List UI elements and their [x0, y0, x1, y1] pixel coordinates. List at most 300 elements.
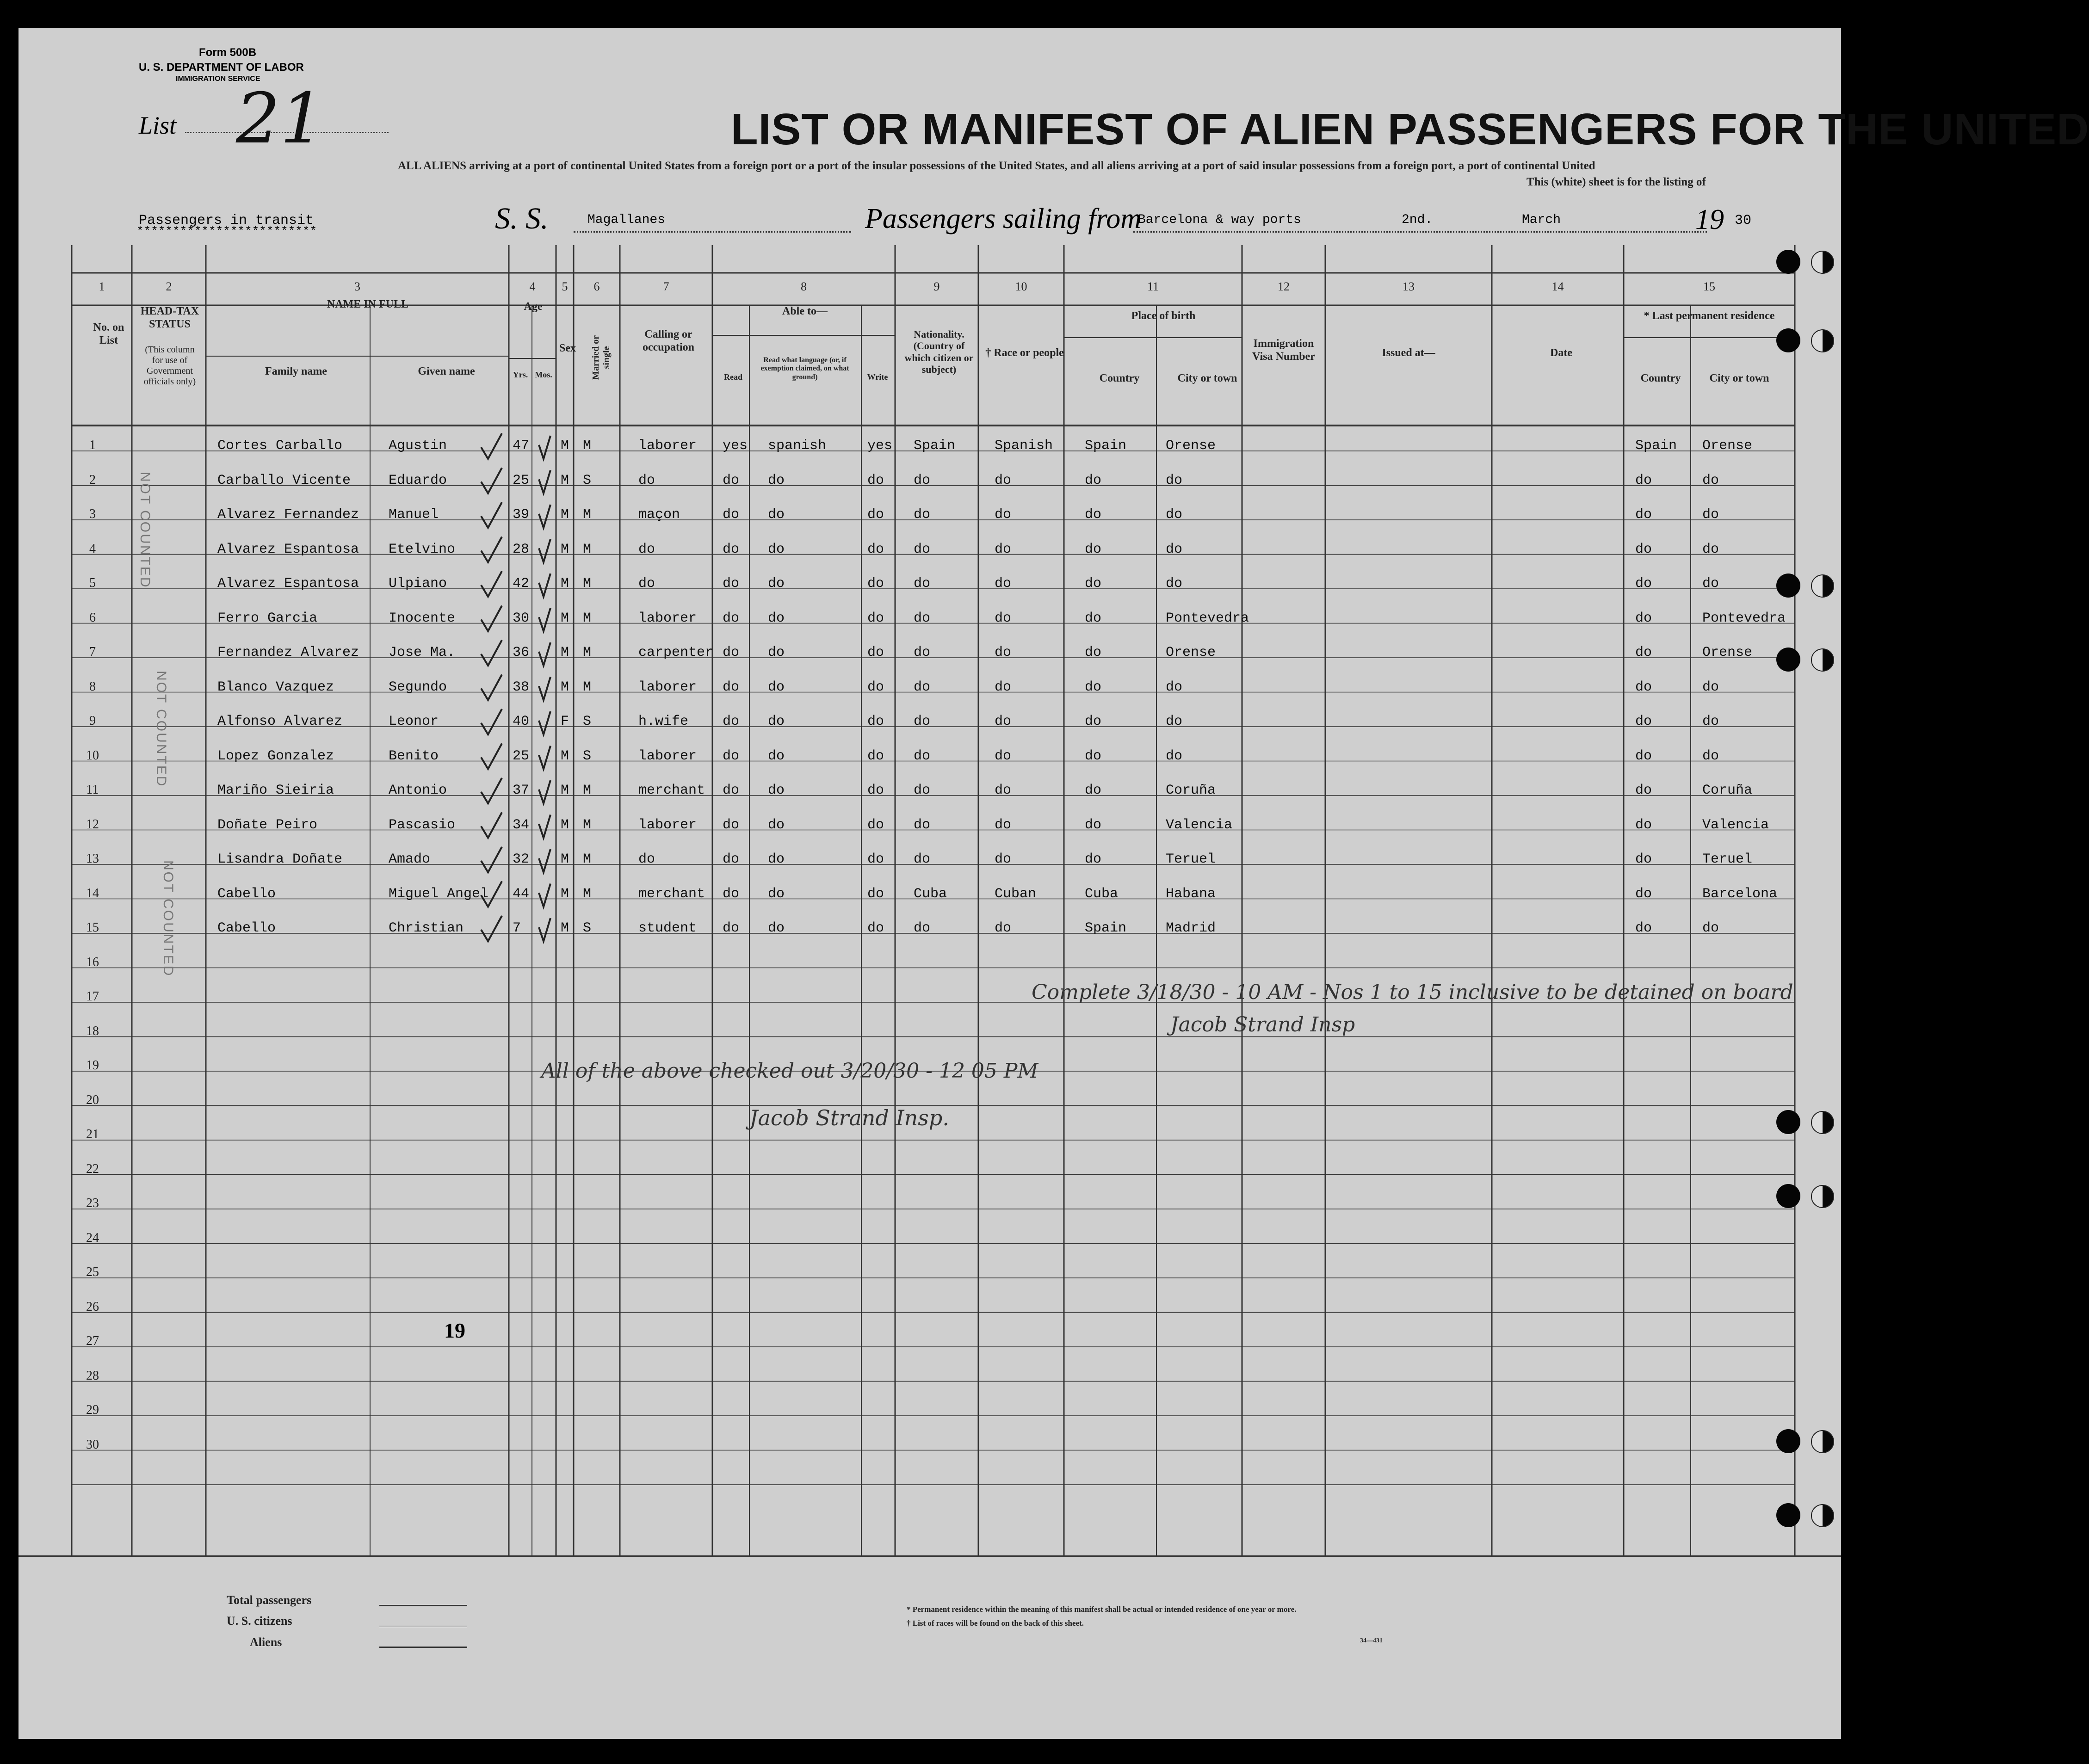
row-number: 24: [86, 1230, 99, 1245]
nationality: do: [914, 920, 931, 936]
read-language: do: [768, 576, 785, 592]
header-date: Date: [1550, 347, 1572, 359]
birth-city: Valencia: [1166, 817, 1233, 833]
row-number: 7: [89, 645, 96, 659]
header-married: Married or single: [591, 335, 612, 380]
birth-city: do: [1166, 472, 1183, 488]
row-number: 4: [89, 541, 96, 556]
race: do: [995, 576, 1012, 592]
can-read: do: [723, 851, 740, 867]
header-name-in-full: NAME IN FULL: [327, 298, 408, 310]
residence-city: Barcelona: [1702, 886, 1778, 902]
birth-city: Pontevedra: [1166, 610, 1249, 626]
binder-hole: [1776, 250, 1800, 274]
sex: M: [561, 472, 569, 488]
column-number: 9: [933, 280, 940, 293]
column-number: 3: [354, 280, 360, 293]
family-name: Alvarez Fernandez: [217, 507, 359, 523]
can-write: do: [867, 920, 884, 936]
age-years: 47: [513, 438, 530, 454]
birth-country: Spain: [1085, 920, 1127, 936]
header-res-country: Country: [1640, 372, 1681, 384]
can-read: do: [723, 610, 740, 626]
age-years: 36: [513, 645, 530, 660]
occupation: laborer: [638, 748, 697, 764]
birth-country: do: [1085, 679, 1102, 695]
marital-status: M: [583, 438, 592, 454]
row-number: 3: [89, 507, 96, 521]
residence-city: do: [1702, 920, 1719, 936]
occupation: h.wife: [638, 714, 689, 729]
read-language: do: [768, 783, 785, 798]
given-name: Pascasio: [389, 817, 456, 833]
can-write: do: [867, 886, 884, 902]
given-name: Ulpiano: [389, 576, 447, 592]
header-age-mos: Mos.: [535, 370, 552, 379]
sailing-day: 2nd.: [1402, 213, 1433, 227]
birth-country: do: [1085, 541, 1102, 557]
residence-country: do: [1635, 507, 1652, 523]
header-read-what: Read what language (or, if exemption claimed, on what ground): [760, 356, 849, 381]
residence-city: do: [1702, 576, 1719, 592]
birth-country: do: [1085, 748, 1102, 764]
can-read: do: [723, 783, 740, 798]
marital-status: M: [583, 576, 592, 592]
birth-country: do: [1085, 714, 1102, 729]
marital-status: S: [583, 748, 592, 764]
not-counted-stamp: NOT COUNTED: [137, 472, 153, 589]
form-number: Form 500B: [199, 46, 257, 59]
occupation: do: [638, 472, 655, 488]
row-number: 2: [89, 472, 96, 487]
header-read: Read: [724, 372, 742, 382]
residence-country: Spain: [1635, 438, 1677, 454]
column-number: 4: [529, 280, 536, 293]
birth-city: do: [1166, 748, 1183, 764]
binder-hole: [1776, 574, 1800, 598]
sex: M: [561, 920, 569, 936]
sex: M: [561, 541, 569, 557]
family-name: Doñate Peiro: [217, 817, 318, 833]
can-write: yes: [867, 438, 893, 454]
column-number: 8: [801, 280, 807, 293]
residence-country: do: [1635, 714, 1652, 729]
given-name: Miguel Angel: [389, 886, 489, 902]
column-number: 15: [1703, 280, 1715, 293]
occupation: carpenter: [638, 645, 714, 660]
marital-status: S: [583, 920, 592, 936]
binder-hole: [1811, 1111, 1834, 1134]
column-number: 5: [562, 280, 568, 293]
family-name: Alvarez Espantosa: [217, 576, 359, 592]
row-number: 18: [86, 1024, 99, 1038]
residence-city: Pontevedra: [1702, 610, 1786, 626]
birth-country: do: [1085, 472, 1102, 488]
column-number: 1: [99, 280, 105, 293]
birth-country: do: [1085, 507, 1102, 523]
read-language: do: [768, 541, 785, 557]
sailing-label: Passengers sailing from: [865, 203, 1142, 234]
birth-country: do: [1085, 851, 1102, 867]
race: do: [995, 748, 1012, 764]
marital-status: M: [583, 851, 592, 867]
given-name: Benito: [389, 748, 439, 764]
can-write: do: [867, 714, 884, 729]
not-counted-stamp: NOT COUNTED: [154, 671, 169, 788]
sex: M: [561, 886, 569, 902]
family-name: Alfonso Alvarez: [217, 714, 343, 729]
birth-city: do: [1166, 541, 1183, 557]
can-read: do: [723, 886, 740, 902]
row-number: 12: [86, 817, 99, 832]
given-name: Jose Ma.: [389, 645, 456, 660]
read-language: do: [768, 886, 785, 902]
family-name: Cabello: [217, 920, 276, 936]
family-name: Lopez Gonzalez: [217, 748, 334, 764]
race: do: [995, 783, 1012, 798]
row-number: 25: [86, 1265, 99, 1279]
age-years: 37: [513, 783, 530, 798]
nationality: do: [914, 507, 931, 523]
occupation: maçon: [638, 507, 680, 523]
residence-city: Teruel: [1702, 851, 1753, 867]
header-write: Write: [867, 372, 888, 382]
footnote-races: † List of races will be found on the back of this sheet.: [907, 1619, 1084, 1628]
given-name: Amado: [389, 851, 431, 867]
given-name: Manuel: [389, 507, 439, 523]
row-number: 19: [86, 1058, 99, 1073]
nationality: do: [914, 748, 931, 764]
can-read: do: [723, 920, 740, 936]
nationality: do: [914, 541, 931, 557]
race: do: [995, 714, 1012, 729]
column-number: 10: [1015, 280, 1027, 293]
race: do: [995, 920, 1012, 936]
inspector-signature-2: Jacob Strand Insp.: [749, 1105, 949, 1130]
sex: M: [561, 748, 569, 764]
row-number: 5: [89, 576, 96, 590]
occupation: do: [638, 851, 655, 867]
transit-stars: *************************: [136, 224, 317, 238]
row-number: 22: [86, 1161, 99, 1176]
binder-hole: [1776, 1429, 1800, 1453]
row-number: 13: [86, 851, 99, 866]
nationality: do: [914, 817, 931, 833]
nationality: Cuba: [914, 886, 947, 902]
row-number: 26: [86, 1299, 99, 1314]
birth-country: do: [1085, 576, 1102, 592]
birth-city: Habana: [1166, 886, 1216, 902]
residence-city: Valencia: [1702, 817, 1769, 833]
can-read: do: [723, 472, 740, 488]
marital-status: M: [583, 507, 592, 523]
residence-country: do: [1635, 610, 1652, 626]
race: do: [995, 507, 1012, 523]
header-place-of-birth: Place of birth: [1131, 310, 1196, 322]
occupation: do: [638, 576, 655, 592]
given-name: Eduardo: [389, 472, 447, 488]
ship-name: Magallanes: [587, 213, 666, 227]
header-given-name: Given name: [418, 365, 475, 377]
birth-city: Orense: [1166, 438, 1216, 454]
row-number: 16: [86, 955, 99, 969]
nationality: do: [914, 472, 931, 488]
sex: F: [561, 714, 569, 729]
given-name: Inocente: [389, 610, 456, 626]
can-read: do: [723, 541, 740, 557]
age-years: 30: [513, 610, 530, 626]
sex: M: [561, 783, 569, 798]
sex: M: [561, 438, 569, 454]
header-visa: Immigration Visa Number: [1252, 338, 1315, 363]
row-number: 29: [86, 1403, 99, 1417]
race: Spanish: [995, 438, 1053, 454]
age-years: 25: [513, 472, 530, 488]
manifest-sheet: [19, 28, 2089, 1739]
can-read: do: [723, 576, 740, 592]
row-number: 6: [89, 610, 96, 625]
read-language: do: [768, 679, 785, 695]
residence-country: do: [1635, 472, 1652, 488]
age-years: 25: [513, 748, 530, 764]
age-years: 7: [513, 920, 521, 936]
can-read: do: [723, 507, 740, 523]
residence-city: Orense: [1702, 645, 1753, 660]
aliens-line: [379, 1647, 467, 1648]
not-counted-stamp: NOT COUNTED: [161, 860, 176, 977]
header-birth-country: Country: [1099, 372, 1140, 384]
print-code: 34—431: [1360, 1637, 1383, 1644]
checked-note: All of the above checked out 3/20/30 - 12 05 PM: [541, 1059, 1038, 1083]
row-number: 20: [86, 1092, 99, 1107]
header-issued-at: Issued at—: [1382, 347, 1435, 359]
marital-status: M: [583, 541, 592, 557]
occupation: laborer: [638, 438, 697, 454]
can-read: do: [723, 817, 740, 833]
row-number: 8: [89, 679, 96, 694]
read-language: do: [768, 714, 785, 729]
nationality: Spain: [914, 438, 956, 454]
marital-status: M: [583, 783, 592, 798]
age-years: 42: [513, 576, 530, 592]
race: Cuban: [995, 886, 1037, 902]
subtitle-line-1: ALL ALIENS arriving at a port of continental United States from a foreign port or a port of the insular possessions of the United States, and all aliens arriving at a port of said insular possessions from a foreign port, a port of continental United: [398, 160, 1595, 172]
row-number: 11: [86, 783, 99, 797]
binder-hole: [1811, 329, 1834, 352]
header-head-tax: HEAD-TAX STATUS: [140, 305, 199, 330]
row-number: 15: [86, 920, 99, 935]
residence-country: do: [1635, 886, 1652, 902]
residence-country: do: [1635, 851, 1652, 867]
can-write: do: [867, 610, 884, 626]
birth-city: Madrid: [1166, 920, 1216, 936]
birth-country: do: [1085, 783, 1102, 798]
residence-city: do: [1702, 507, 1719, 523]
binder-hole: [1776, 648, 1800, 672]
family-name: Cortes Carballo: [217, 438, 343, 454]
family-name: Cabello: [217, 886, 276, 902]
read-language: do: [768, 851, 785, 867]
header-head-tax-note: (This column for use of Government officials only): [143, 345, 196, 387]
age-years: 28: [513, 541, 530, 557]
marital-status: S: [583, 472, 592, 488]
family-name: Fernandez Alvarez: [217, 645, 359, 660]
can-write: do: [867, 679, 884, 695]
marital-status: M: [583, 645, 592, 660]
family-name: Ferro Garcia: [217, 610, 318, 626]
can-write: do: [867, 541, 884, 557]
department-name: U. S. DEPARTMENT OF LABOR: [139, 61, 304, 74]
header-no-on-list: No. on List: [93, 321, 124, 346]
sex: M: [561, 576, 569, 592]
total-passengers-label: Total passengers: [227, 1593, 312, 1607]
binder-hole: [1811, 1185, 1834, 1208]
nationality: do: [914, 783, 931, 798]
us-citizens-label: U. S. citizens: [227, 1614, 292, 1628]
marital-status: M: [583, 610, 592, 626]
column-number: 2: [166, 280, 172, 293]
row-number: 30: [86, 1437, 99, 1452]
binder-hole: [1776, 1110, 1800, 1134]
year-prefix: 19: [1695, 204, 1724, 235]
header-last-residence: * Last permanent residence: [1644, 310, 1775, 322]
occupation: laborer: [638, 610, 697, 626]
race: do: [995, 472, 1012, 488]
residence-country: do: [1635, 679, 1652, 695]
birth-country: Cuba: [1085, 886, 1119, 902]
row-number: 27: [86, 1334, 99, 1348]
read-language: do: [768, 472, 785, 488]
can-write: do: [867, 507, 884, 523]
read-language: do: [768, 748, 785, 764]
birth-city: Coruña: [1166, 783, 1216, 798]
can-read: do: [723, 714, 740, 729]
header-birth-city: City or town: [1177, 372, 1237, 384]
birth-country: do: [1085, 645, 1102, 660]
row-number: 17: [86, 989, 99, 1004]
marital-status: M: [583, 817, 592, 833]
marital-status: M: [583, 679, 592, 695]
complete-note: Complete 3/18/30 - 10 AM - Nos 1 to 15 inclusive to be detained on board: [1032, 981, 1793, 1004]
birth-city: Orense: [1166, 645, 1216, 660]
list-label: List: [139, 111, 177, 139]
birth-country: Spain: [1085, 438, 1127, 454]
race: do: [995, 541, 1012, 557]
footnote-residence: * Permanent residence within the meaning of this manifest shall be actual or intended residence of one year or more.: [907, 1605, 1297, 1614]
marital-status: M: [583, 886, 592, 902]
can-write: do: [867, 851, 884, 867]
read-language: spanish: [768, 438, 827, 454]
occupation: merchant: [638, 783, 705, 798]
header-age-yrs: Yrs.: [513, 370, 528, 379]
residence-city: do: [1702, 541, 1719, 557]
nationality: do: [914, 714, 931, 729]
sex: M: [561, 645, 569, 660]
birth-city: do: [1166, 714, 1183, 729]
birth-city: Teruel: [1166, 851, 1216, 867]
can-read: yes: [723, 438, 748, 454]
binder-hole: [1811, 648, 1834, 672]
age-years: 39: [513, 507, 530, 523]
read-language: do: [768, 920, 785, 936]
column-number: 11: [1147, 280, 1159, 293]
row-number: 9: [89, 714, 96, 728]
age-years: 38: [513, 679, 530, 695]
page-number: 19: [444, 1319, 465, 1342]
family-name: Mariño Sieiria: [217, 783, 334, 798]
header-calling: Calling or occupation: [642, 328, 694, 353]
birth-country: do: [1085, 610, 1102, 626]
given-name: Leonor: [389, 714, 439, 729]
binder-hole: [1776, 1503, 1800, 1527]
occupation: merchant: [638, 886, 705, 902]
sex: M: [561, 610, 569, 626]
aliens-label: Aliens: [250, 1635, 282, 1649]
given-name: Christian: [389, 920, 464, 936]
header-race: † Race or people: [985, 347, 1064, 359]
service-name: IMMIGRATION SERVICE: [176, 75, 260, 83]
nationality: do: [914, 645, 931, 660]
nationality: do: [914, 576, 931, 592]
header-res-city: City or town: [1709, 372, 1769, 384]
occupation: laborer: [638, 817, 697, 833]
birth-city: do: [1166, 507, 1183, 523]
read-language: do: [768, 817, 785, 833]
read-language: do: [768, 610, 785, 626]
transit-label: Passengers in transit: [139, 213, 314, 228]
binder-hole: [1811, 1430, 1834, 1453]
family-name: Alvarez Espantosa: [217, 541, 359, 557]
birth-city: do: [1166, 576, 1183, 592]
residence-country: do: [1635, 783, 1652, 798]
can-write: do: [867, 472, 884, 488]
inspector-signature-1: Jacob Strand Insp: [1170, 1013, 1355, 1036]
age-years: 34: [513, 817, 530, 833]
given-name: Agustin: [389, 438, 447, 454]
column-number: 13: [1403, 280, 1415, 293]
can-write: do: [867, 783, 884, 798]
manifest-title: LIST OR MANIFEST OF ALIEN PASSENGERS FOR THE UNITED: [731, 105, 2089, 154]
from-port: Barcelona & way ports: [1138, 213, 1301, 227]
row-number: 10: [86, 748, 99, 763]
header-sex: Sex: [559, 342, 576, 354]
total-passengers-line: [379, 1605, 467, 1606]
header-nationality: Nationality. (Country of which citizen or subject): [904, 328, 974, 375]
ss-label: S. S.: [495, 202, 549, 235]
column-number: 12: [1278, 280, 1290, 293]
column-number: 6: [593, 280, 600, 293]
row-number: 1: [89, 438, 96, 452]
residence-city: do: [1702, 679, 1719, 695]
residence-city: Orense: [1702, 438, 1753, 454]
sex: M: [561, 507, 569, 523]
column-number: 14: [1551, 280, 1564, 293]
age-years: 40: [513, 714, 530, 729]
residence-country: do: [1635, 541, 1652, 557]
marital-status: S: [583, 714, 592, 729]
nationality: do: [914, 851, 931, 867]
can-read: do: [723, 679, 740, 695]
birth-city: do: [1166, 679, 1183, 695]
family-name: Blanco Vazquez: [217, 679, 334, 695]
can-write: do: [867, 817, 884, 833]
race: do: [995, 851, 1012, 867]
row-number: 14: [86, 886, 99, 901]
can-write: do: [867, 645, 884, 660]
given-name: Etelvino: [389, 541, 456, 557]
residence-city: do: [1702, 714, 1719, 729]
residence-country: do: [1635, 817, 1652, 833]
